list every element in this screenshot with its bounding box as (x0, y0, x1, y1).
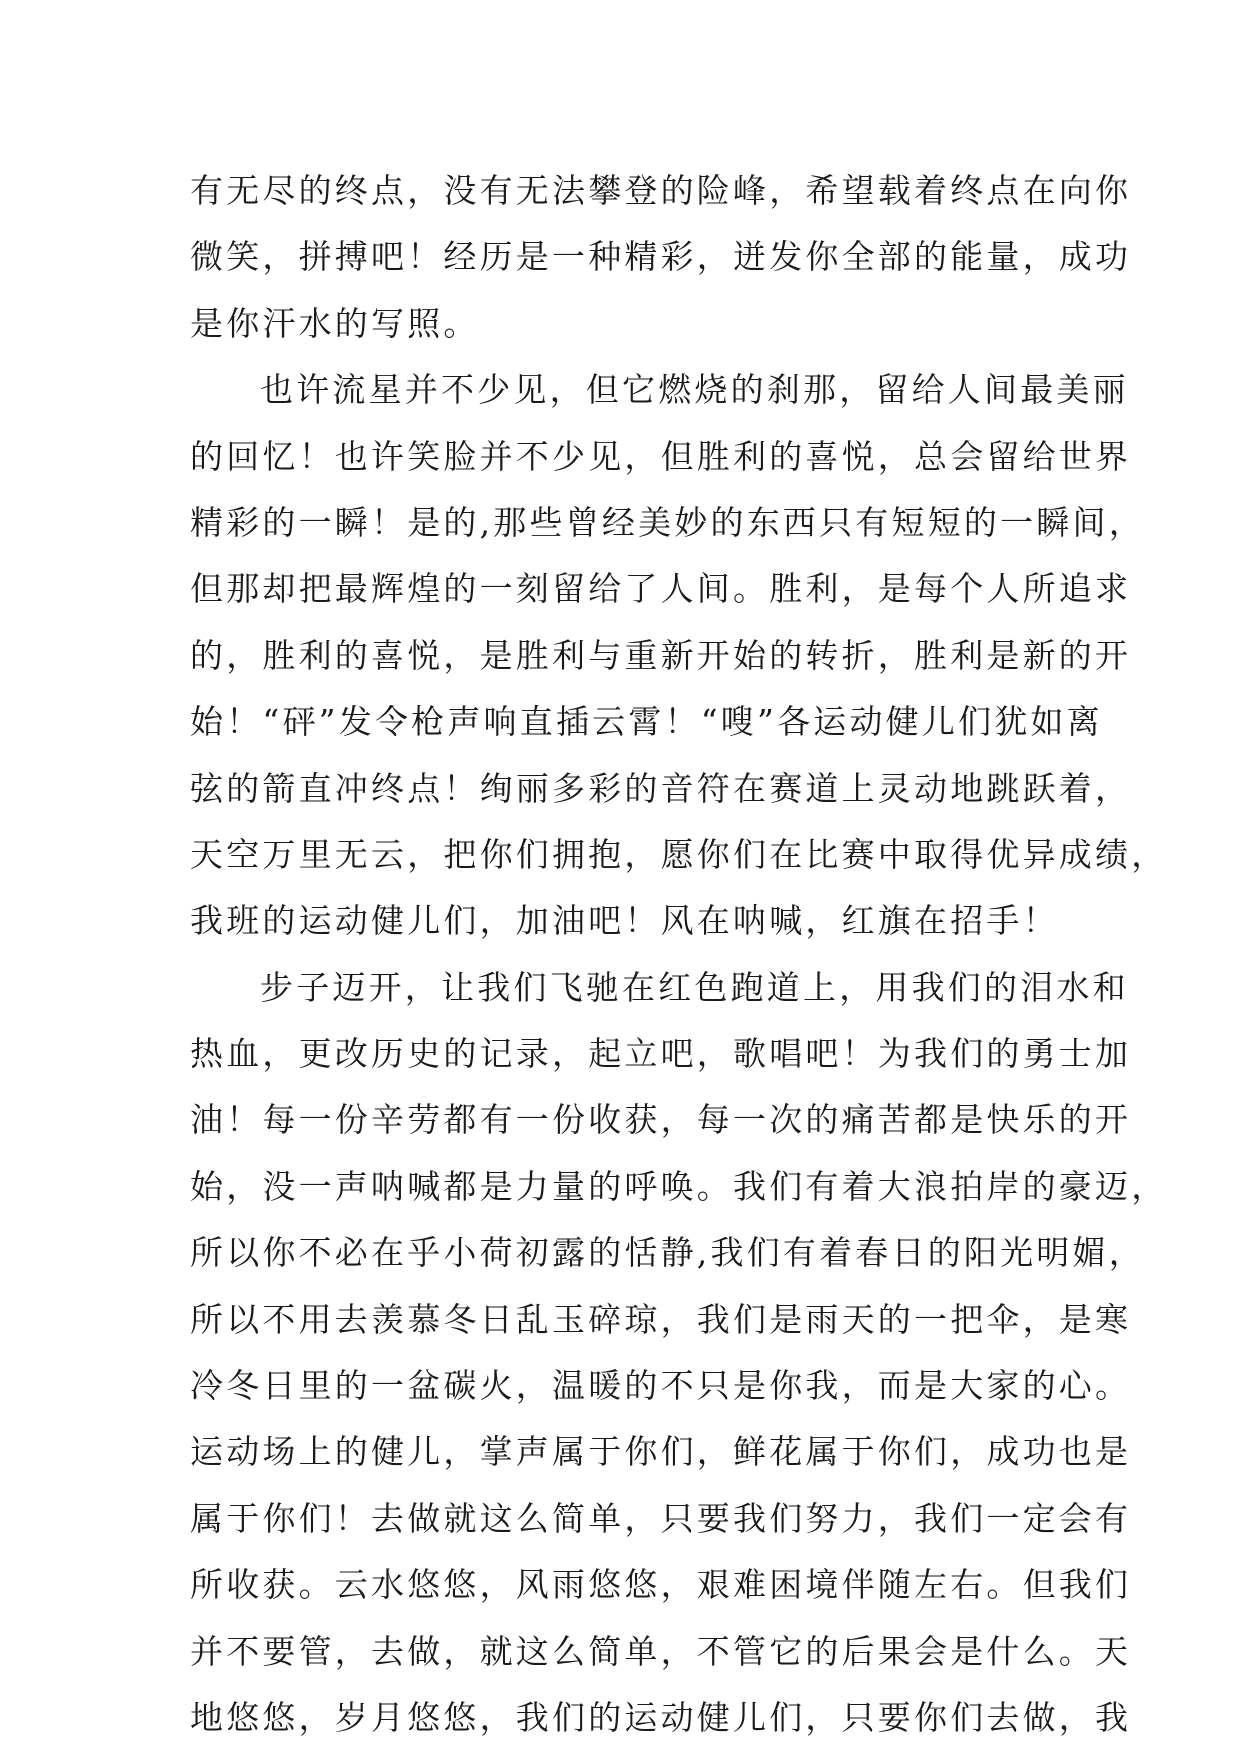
text-line: 热血，更改历史的记录，起立吧，歌唱吧！为我们的勇士加 (190, 1034, 1132, 1074)
paragraph-start-line: 也许流星并不少见，但它燃烧的刹那，留给人间最美丽 (260, 370, 1129, 410)
text-line: 属于你们！去做就这么简单，只要我们努力，我们一定会有 (190, 1498, 1132, 1538)
text-line: 所以你不必在乎小荷初露的恬静,我们有着春日的阳光明媚， (190, 1233, 1145, 1273)
text-line: 微笑，拼搏吧！经历是一种精彩，迸发你全部的能量，成功 (190, 237, 1132, 277)
text-line: 精彩的一瞬！是的,那些曾经美妙的东西只有短短的一瞬间， (190, 502, 1145, 542)
text-line: 天空万里无云，把你们拥抱，愿你们在比赛中取得优异成绩， (190, 834, 1168, 874)
text-line: 弦的箭直冲终点！绚丽多彩的音符在赛道上灵动地跳跃着， (190, 768, 1132, 808)
text-line: 所收获。云水悠悠，风雨悠悠，艰难困境伴随左右。但我们 (190, 1565, 1132, 1605)
text-line: 冷冬日里的一盆碳火，温暖的不只是你我，而是大家的心。 (190, 1366, 1132, 1406)
text-line: 但那却把最辉煌的一刻留给了人间。胜利，是每个人所追求 (190, 569, 1132, 609)
text-line: 的，胜利的喜悦，是胜利与重新开始的转折，胜利是新的开 (190, 635, 1132, 675)
text-line: 是你汗水的写照。 (190, 303, 480, 343)
text-line: 地悠悠，岁月悠悠，我们的运动健儿们，只要你们去做，我 (190, 1697, 1132, 1737)
text-line: 油！每一份辛劳都有一份收获，每一次的痛苦都是快乐的开 (190, 1100, 1132, 1140)
document-body (190, 158, 1168, 1751)
text-line: 我班的运动健儿们，加油吧！风在呐喊，红旗在招手！ (190, 901, 1059, 941)
text-line: 有无尽的终点，没有无法攀登的险峰，希望载着终点在向你 (190, 171, 1132, 210)
text-line: 并不要管，去做，就这么简单，不管它的后果会是什么。天 (190, 1631, 1132, 1671)
paragraph-start-line: 步子迈开，让我们飞驰在红色跑道上，用我们的泪水和 (260, 967, 1129, 1007)
text-line: 运动场上的健儿，掌声属于你们，鲜花属于你们，成功也是 (190, 1432, 1132, 1472)
text-line: 所以不用去羡慕冬日乱玉碎琼，我们是雨天的一把伞，是寒 (190, 1299, 1132, 1339)
text-line: 始，没一声呐喊都是力量的呼唤。我们有着大浪拍岸的豪迈， (190, 1166, 1168, 1206)
text-line: 始！“砰”发令枪声响直插云霄！“嗖”各运动健儿们犹如离 (190, 702, 1103, 742)
text-line: 的回忆！也许笑脸并不少见，但胜利的喜悦，总会留给世界 (190, 436, 1132, 476)
